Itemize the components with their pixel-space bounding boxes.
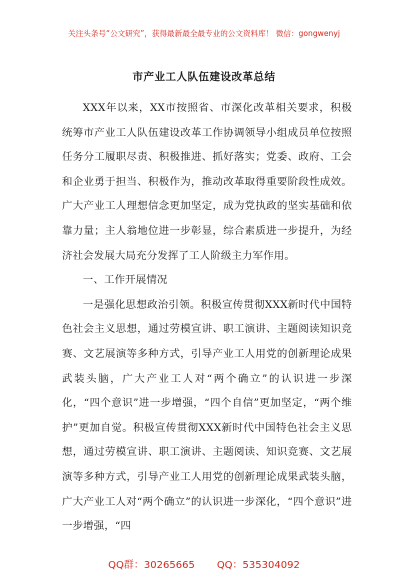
section-heading: 一、工作开展情况 — [82, 274, 168, 287]
qq-group-number: QQ群：30265665 — [108, 560, 195, 571]
document-title: 市产业工人队伍建设改革总结 — [132, 71, 276, 83]
document-body — [62, 96, 352, 539]
intro-paragraph: XXX年以来，XX市按照省、市深化改革相关要求，积极统筹市产业工人队伍建设改革工作协调领导小组成员单位按照任务分工履职尽责、积极推进、抓好落实；党委、政府、工会和企业勇于担当、积极作为，推动改革取得重要阶段性成效。广大产业工人理想信念更加坚定，成为党执政的坚实基础和依靠力量；主人翁地位进一步彰显，综合素质进一步提升，为经济社会发展大局充分发挥了工人阶级主力军作用。 — [62, 102, 352, 262]
footer-contact — [0, 556, 408, 571]
header-banner: 关注头条号“公文研究”，获得最新最全最专业的公文资料库！ 微信：gongwenyj — [68, 29, 340, 38]
qq-number: QQ：535304092 — [216, 560, 300, 571]
section-paragraph: 一是强化思想政治引领。积极宣传贯彻XXX新时代中国特色社会主义思想，通过劳模宣讲、职工演讲、主题阅读知识竞赛、文艺展演等多种方式，引导产业工人用党的创新理论成果武装头脑，广大产业工人对“两个确立”的认识进一步深化，“四个意识”进一步增强，“四个自信”更加坚定，“两个维护”更加自觉。积极宣传贯彻XXX新时代中国特色社会主义思想，通过劳模宣讲、职工演讲、主题阅读、知识竞赛、文艺展演等多种方式，引导产业工人用党的创新理论成果武装头脑，广大产业工人对“两个确立”的认识进一步深化，“四个意识”进一步增强，“四 — [62, 298, 352, 533]
